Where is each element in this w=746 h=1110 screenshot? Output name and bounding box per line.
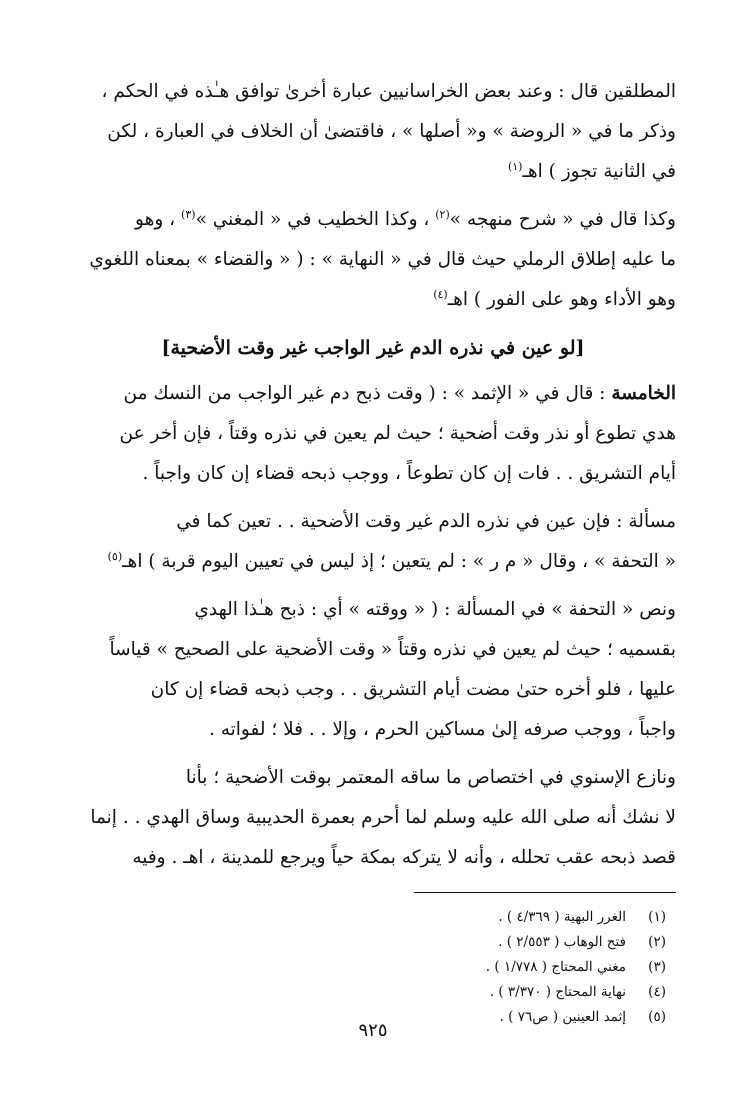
paragraph-4: [70, 502, 676, 582]
paragraph-6: [70, 758, 676, 878]
text-line: [70, 152, 676, 192]
footnote-item: [70, 955, 676, 980]
text-line: [70, 542, 676, 582]
text-line: بقسميه ؛ حيث لم يعين في نذره وقتاً « وقت الأضحية على الصحيح » قياساً: [109, 639, 676, 660]
text-line: قصد ذبحه عقب تحلله ، وأنه لا يتركه بمكة حياً ويرجع للمدينة ، اهـ . وفيه: [132, 847, 676, 868]
text-run: في الثانية تجوز ) اهـ: [522, 161, 676, 182]
footnote-ref: (٢): [435, 207, 450, 221]
footnote-text: الغرر البهية ( ٤/٣٦٩ ) .: [498, 909, 626, 925]
text-line: لا نشك أنه صلى الله عليه وسلم لما أحرم بعمرة الحديبية وساق الهدي . . إنما: [90, 807, 676, 828]
footnote-text: مغني المحتاج ( ١/٧٧٨ ) .: [485, 959, 626, 975]
paragraph-5: [70, 590, 676, 750]
paragraph-1: [70, 72, 676, 192]
text-line: واجباً ، ووجب صرفه إلىٰ مساكين الحرم ، وإلا . . فلا ؛ لفواته .: [208, 719, 676, 740]
footnote-ref: (٥): [107, 549, 123, 563]
paragraph-3: [70, 374, 676, 494]
text-run: ، وهو: [135, 209, 176, 230]
text-line: ما عليه إطلاق الرملي حيث قال في « النهاية » : ( « والقضاء » بمعناه اللغوي: [89, 249, 676, 270]
footnote-item: [70, 905, 676, 930]
text-line: أيام التشريق . . فات إن كان تطوعاً ، ووجب ذبحه قضاء إن كان واجباً .: [142, 463, 676, 484]
text-line: ونص « التحفة » في المسألة : ( « ووقته » أي : ذبح هـٰذا الهدي: [194, 599, 676, 620]
footnote-text: إثمد العينين ( ص٧٦ ) .: [499, 1009, 626, 1025]
footnote-number: (٥): [648, 1009, 666, 1025]
text-run: « التحفة » ، وقال « م ر » : لم يتعين ؛ إذ ليس في تعيين اليوم قربة ) اهـ: [122, 551, 676, 572]
footnote-text: نهاية المحتاج ( ٣/٣٧٠ ) .: [489, 984, 626, 1000]
text-line: [70, 200, 676, 240]
section-heading: [لو عين في نذره الدم غير الواجب غير وقت الأضحية]: [161, 337, 585, 359]
footnote-ref: (٣): [181, 207, 196, 221]
footnote-number: (٢): [648, 934, 666, 950]
text-run: وهو الأداء وهو على الفور ) اهـ: [447, 289, 676, 310]
text-line: المطلقين قال : وعند بعض الخراسانيين عبارة أخرىٰ توافق هـٰذه في الحكم ،: [101, 81, 676, 102]
text-run: ، وكذا الخطيب في « المغني »: [195, 209, 430, 230]
text-line: ونازع الإسنوي في اختصاص ما ساقه المعتمر بوقت الأضحية ؛ بأنا: [185, 767, 676, 788]
text-line: وذكر ما في « الروضة » و« أصلها » ، فاقتضىٰ أن الخلاف في العبارة ، لكن: [107, 121, 676, 142]
footnote-item: [70, 930, 676, 955]
footnote-ref: (٤): [433, 287, 448, 301]
paragraph-2: [70, 200, 676, 320]
footnote-number: (٣): [648, 959, 666, 975]
text-run: وكذا قال في « شرح منهجه »: [449, 209, 676, 230]
text-line: عليها ، فلو أخره حتىٰ مضت أيام التشريق . . وجب ذبحه قضاء إن كان: [150, 679, 676, 700]
text-line: [70, 374, 676, 414]
footnote-divider: [414, 892, 676, 893]
footnote-item: [70, 980, 676, 1005]
lead-word: الخامسة: [611, 383, 676, 404]
footnotes: [70, 905, 676, 1030]
footnote-ref: (١): [507, 159, 523, 173]
text-run: : قال في « الإثمد » : ( وقت ذبح دم غير الواجب من النسك من: [123, 383, 606, 404]
text-line: [70, 280, 676, 320]
footnote-number: (١): [648, 909, 666, 925]
text-line: هدي تطوع أو نذر وقت أضحية ؛ حيث لم يعين في نذره وقتاً ، فإن أخر عن: [119, 423, 676, 444]
footnote-text: فتح الوهاب ( ٢/٥٥٣ ) .: [498, 934, 626, 950]
text-line: مسألة : فإن عين في نذره الدم غير وقت الأضحية . . تعين كما في: [176, 511, 676, 532]
footnote-number: (٤): [648, 984, 666, 1000]
page-number: ٩٢٥: [358, 1020, 388, 1041]
